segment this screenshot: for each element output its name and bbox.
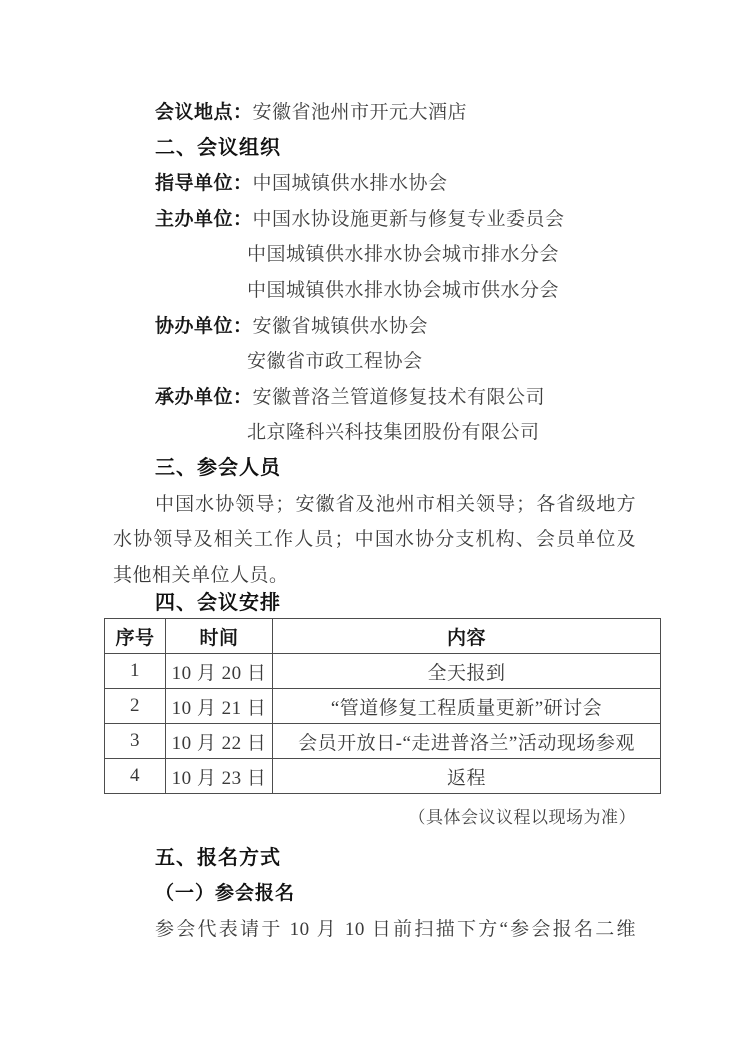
col-header-seq: 序号 xyxy=(105,619,166,654)
section-heading-participants: 三、参会人员 xyxy=(155,456,281,479)
org-line xyxy=(113,202,636,238)
venue-label: 会议地点： xyxy=(155,102,253,123)
table-row xyxy=(105,724,661,759)
org-value: 中国城镇供水排水协会 xyxy=(252,173,448,195)
section-heading-organization: 二、会议组织 xyxy=(155,136,281,159)
schedule-table xyxy=(104,618,661,794)
cell-time: 10 月 22 日 xyxy=(166,724,273,759)
participants-paragraph xyxy=(113,487,636,594)
participants-line: 水协领导及相关工作人员；中国水协分支机构、会员单位及 xyxy=(113,529,636,551)
org-label-guidance: 指导单位： xyxy=(155,173,253,195)
sub-heading-registration: （一）参会报名 xyxy=(155,883,296,905)
section-heading-registration: 五、报名方式 xyxy=(155,847,281,870)
cell-time: 10 月 21 日 xyxy=(166,689,273,724)
org-line xyxy=(113,309,636,345)
cell-seq: 4 xyxy=(105,759,166,794)
col-header-content: 内容 xyxy=(273,619,661,654)
org-line-continuation xyxy=(113,415,636,451)
org-value: 中国城镇供水排水协会城市排水分会 xyxy=(247,244,560,266)
org-value: 中国水协设施更新与修复专业委员会 xyxy=(252,208,565,230)
org-value: 安徽普洛兰管道修复技术有限公司 xyxy=(252,386,546,408)
org-label-undertaker: 承办单位： xyxy=(155,386,253,408)
table-row xyxy=(105,759,661,794)
cell-content: 会员开放日-“走进普洛兰”活动现场参观 xyxy=(273,724,661,759)
org-line-continuation xyxy=(113,344,636,380)
cell-time: 10 月 23 日 xyxy=(166,759,273,794)
participants-line: 中国水协领导；安徽省及池州市相关领导；各省级地方 xyxy=(155,493,636,515)
org-label-host: 主办单位： xyxy=(155,208,253,230)
registration-paragraph: 参会代表请于 10 月 10 日前扫描下方“参会报名二维 xyxy=(155,919,636,941)
cell-time: 10 月 20 日 xyxy=(166,654,273,689)
org-value: 安徽省市政工程协会 xyxy=(247,351,423,373)
section-heading-schedule: 四、会议安排 xyxy=(155,592,281,615)
org-line-continuation xyxy=(113,273,636,309)
table-row xyxy=(105,654,661,689)
schedule-note: （具体会议议程以现场为准） xyxy=(408,808,636,828)
cell-content: 全天报到 xyxy=(273,654,661,689)
cell-seq: 3 xyxy=(105,724,166,759)
org-line-continuation xyxy=(113,237,636,273)
table-row xyxy=(105,689,661,724)
org-value: 北京隆科兴科技集团股份有限公司 xyxy=(247,422,540,444)
org-line xyxy=(113,380,636,416)
org-value: 安徽省城镇供水协会 xyxy=(252,315,429,337)
cell-content: 返程 xyxy=(273,759,661,794)
org-value: 中国城镇供水排水协会城市供水分会 xyxy=(247,279,560,301)
cell-seq: 2 xyxy=(105,689,166,724)
cell-seq: 1 xyxy=(105,654,166,689)
cell-content: “管道修复工程质量更新”研讨会 xyxy=(273,689,661,724)
table-header-row xyxy=(105,619,661,654)
col-header-time: 时间 xyxy=(166,619,273,654)
venue-line xyxy=(113,95,636,131)
org-label-co-organizer: 协办单位： xyxy=(155,315,253,337)
participants-line: 其他相关单位人员。 xyxy=(113,564,289,586)
venue-value: 安徽省池州市开元大酒店 xyxy=(252,102,468,123)
org-line xyxy=(113,166,636,202)
